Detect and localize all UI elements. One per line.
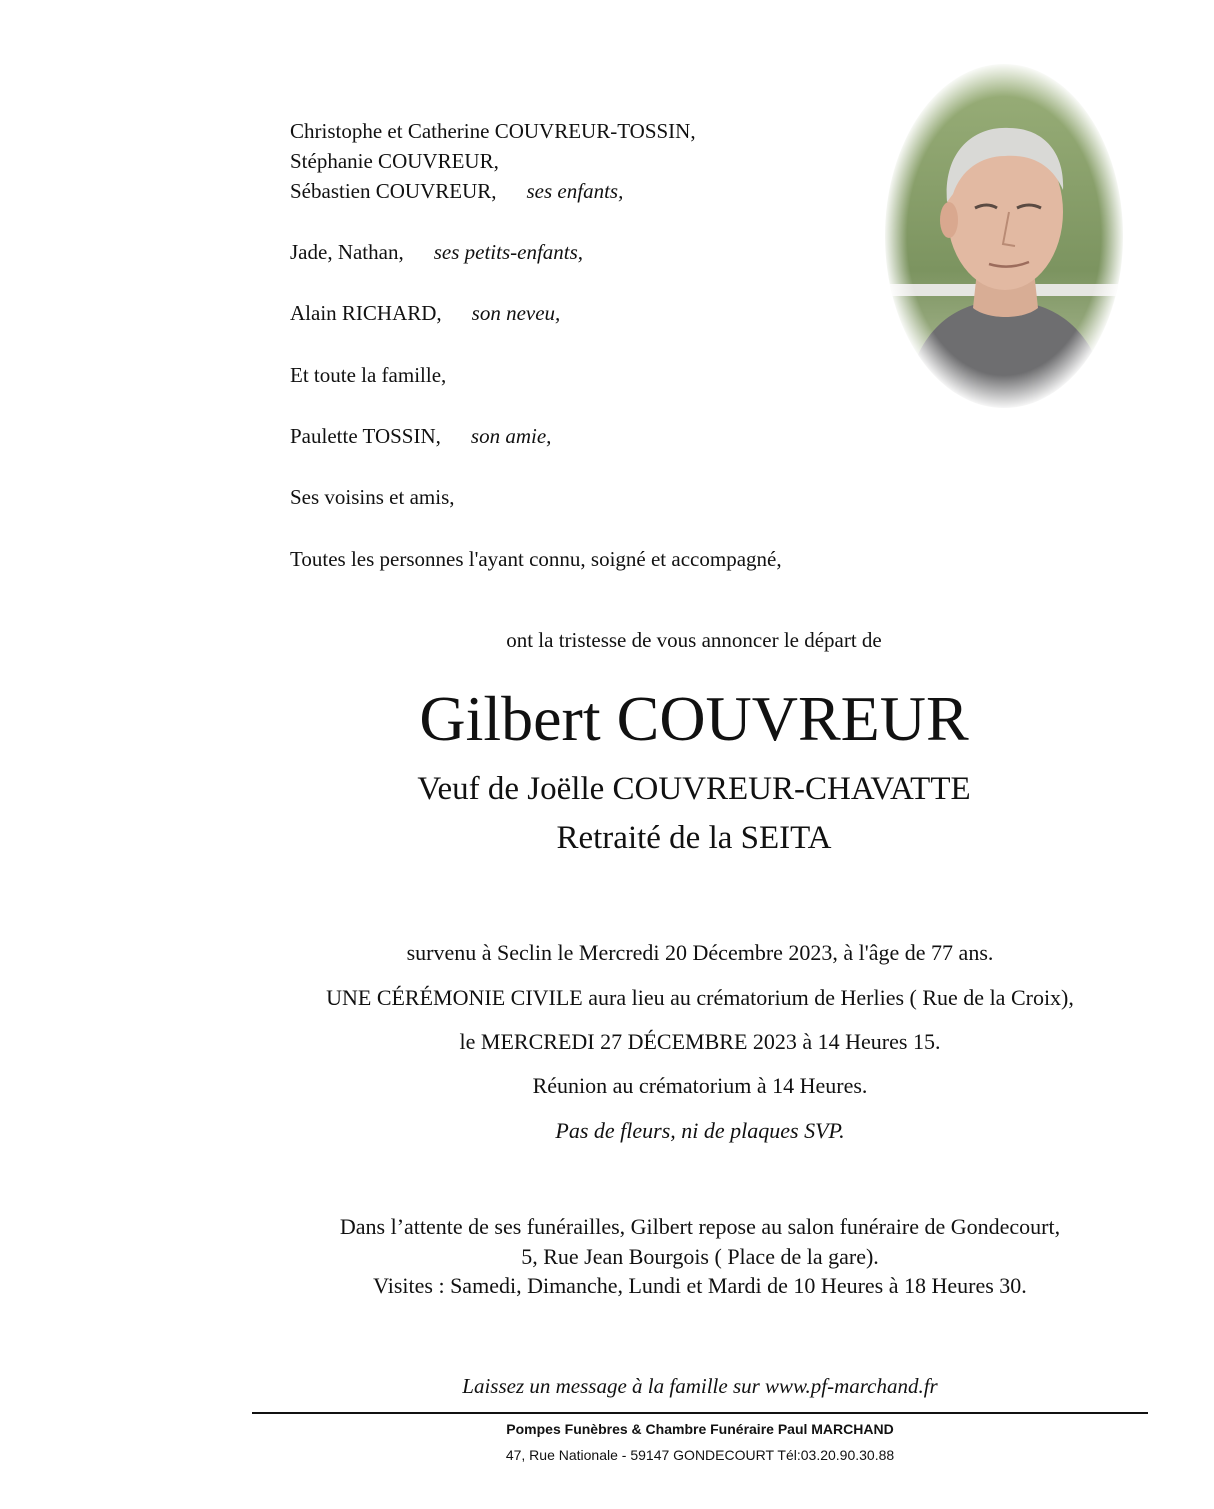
family-nephew <box>290 298 560 328</box>
footer-address: 47, Rue Nationale - 59147 GONDECOURT Tél:03.20.90.30.88 <box>505 1447 895 1463</box>
portrait-photo <box>883 62 1125 410</box>
flowers-note: Pas de fleurs, ni de plaques SVP. <box>555 1118 845 1143</box>
deceased-widower: Veuf de Joëlle COUVREUR-CHAVATTE <box>417 771 971 807</box>
rest-line-2: 5, Rue Jean Bourgois ( Place de la gare). <box>521 1244 879 1269</box>
death-details: survenu à Seclin le Mercredi 20 Décembre 2023, à l'âge de 77 ans. <box>406 940 994 965</box>
grandchildren-relation: ses petits-enfants, <box>433 240 584 264</box>
friend-name: Paulette TOSSIN, <box>290 424 441 448</box>
family-child-3-name: Sébastien COUVREUR, <box>290 179 497 203</box>
nephew-name: Alain RICHARD, <box>290 301 442 325</box>
friend-relation: son amie, <box>470 424 552 448</box>
children-relation: ses enfants, <box>526 179 624 203</box>
ceremony-details: UNE CÉRÉMONIE CIVILE aura lieu au crématorium de Herlies ( Rue de la Croix), <box>326 985 1074 1010</box>
family-child-2-name: Stéphanie COUVREUR, <box>290 149 499 173</box>
rest-line-3: Visites : Samedi, Dimanche, Lundi et Mardi de 10 Heures à 18 Heures 30. <box>373 1273 1027 1298</box>
family-everyone: Toutes les personnes l'ayant connu, soigné et accompagné, <box>290 547 782 571</box>
deceased-occupation: Retraité de la SEITA <box>556 820 832 856</box>
announcement-text: ont la tristesse de vous annoncer le départ de <box>506 628 882 652</box>
family-child-1 <box>290 116 696 146</box>
deceased-name: Gilbert COUVREUR <box>419 683 969 754</box>
online-message: Laissez un message à la famille sur www.pf-marchand.fr <box>462 1374 938 1398</box>
nephew-relation: son neveu, <box>471 301 561 325</box>
family-child-3 <box>290 176 623 206</box>
family-child-2 <box>290 146 499 176</box>
footer-divider <box>252 1412 1148 1414</box>
ceremony-date: le MERCREDI 27 DÉCEMBRE 2023 à 14 Heures 15. <box>459 1029 941 1054</box>
family-grandchildren <box>290 237 583 267</box>
grandchildren-names: Jade, Nathan, <box>290 240 404 264</box>
footer-company: Pompes Funèbres & Chambre Funéraire Paul MARCHAND <box>506 1421 894 1437</box>
family-neighbours: Ses voisins et amis, <box>290 485 455 509</box>
family-child-1-name: Christophe et Catherine COUVREUR-TOSSIN, <box>290 119 696 143</box>
family-friend <box>290 421 551 451</box>
meeting-details: Réunion au crématorium à 14 Heures. <box>532 1073 868 1098</box>
family-all: Et toute la famille, <box>290 363 447 387</box>
rest-line-1: Dans l’attente de ses funérailles, Gilbert repose au salon funéraire de Gondecourt, <box>339 1214 1061 1239</box>
